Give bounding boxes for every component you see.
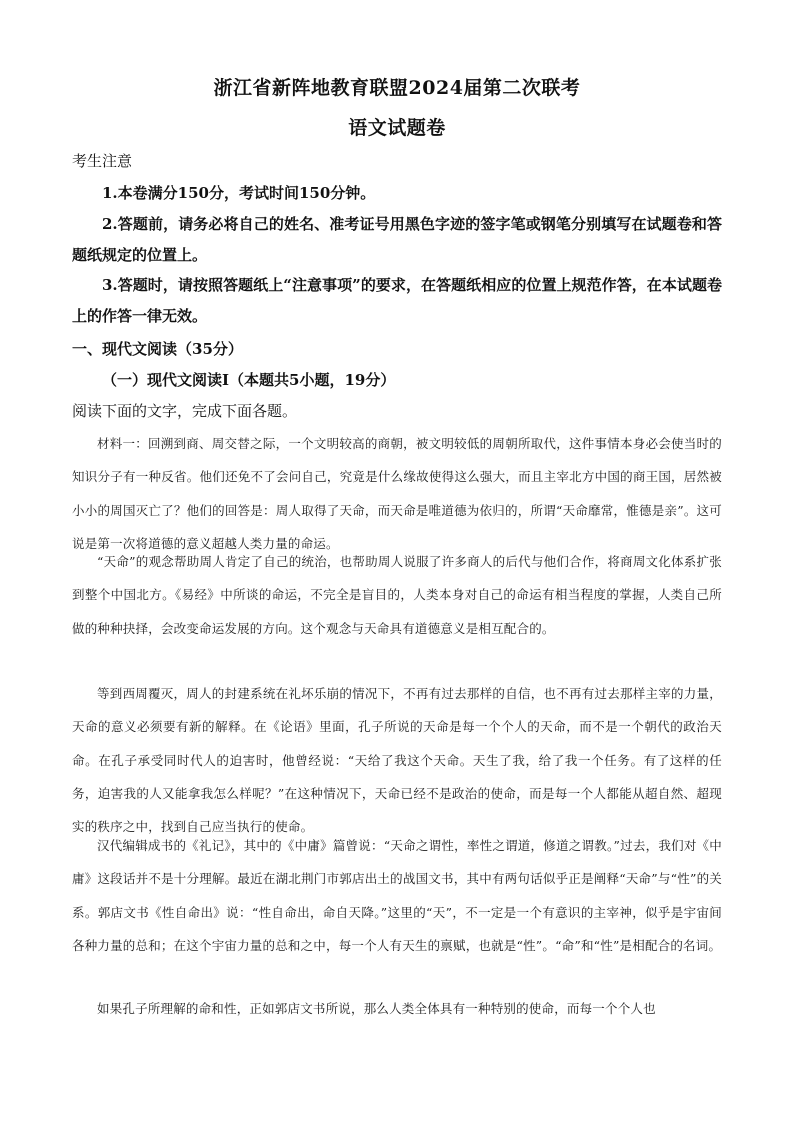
reading-instruction: 阅读下面的文字，完成下面各题。 [72, 402, 298, 420]
section-subheading: （一）现代文阅读Ⅰ（本题共5小题，19分） [102, 371, 396, 389]
exam-subtitle: 语文试题卷 [348, 117, 446, 139]
notice-item-3: 3.答题时，请按照答题纸上“注意事项”的要求，在答题纸相应的位置上规范作答，在本试题卷上的作答一律无效。 [72, 276, 722, 325]
passage-paragraph-3: 等到西周覆灭，周人的封建系统在礼坏乐崩的情况下，不再有过去那样的自信，也不再有过去那样主宰的力量，天命的意义必须要有新的解释。在《论语》里面，孔子所说的天命是每一个个人的天命，而不是一个朝代的政治天命。在孔子承受同时代人的迫害时，他曾经说：“天给了我这个天命。天生了我，给了我一个任务。有了这样的任务，迫害我的人又能拿我怎么样呢？”在这种情况下，天命已经不是政治的使命，而是每一个人都能从超自然、超现实的秩序之中，找到自己应当执行的使命。 [72, 686, 722, 835]
passage-paragraph-5: 如果孔子所理解的命和性，正如郭店文书所说，那么人类全体具有一种特别的使命，而每一个个人也 [97, 1001, 656, 1016]
notice-item-2: 2.答题前，请务必将自己的姓名、准考证号用黑色字迹的签字笔或钢笔分别填写在试题卷和答题纸规定的位置上。 [72, 215, 722, 264]
notice-item-1: 1.本卷满分150分，考试时间150分钟。 [102, 184, 376, 202]
passage-paragraph-1: 材料一：回溯到商、周交替之际，一个文明较高的商朝，被文明较低的周朝所取代，这件事情本身必会使当时的知识分子有一种反省。他们还免不了会问自己，究竟是什么缘故使得这么强大，而且主宰北方中国的商王国，居然被小小的周国灭亡了？他们的回答是：周人取得了天命，而天命是唯道德为依归的，所谓“天命靡常，惟德是亲”。这可说是第一次将道德的意义超越人类力量的命运。 [72, 436, 722, 551]
exam-title: 浙江省新阵地教育联盟2024届第二次联考 [213, 77, 581, 99]
passage-paragraph-4: 汉代编辑成书的《礼记》，其中的《中庸》篇曾说：“天命之谓性，率性之谓道，修道之谓教。”过去，我们对《中庸》这段话并不是十分理解。最近在湖北荆门市郭店出土的战国文书，其中有两句话似乎正是阐释“天命”与“性”的关系。郭店文书《性自命出》说：“性自命出，命自天降。”这里的“天”，不一定是一个有意识的主宰神，似乎是宇宙间各种力量的总和；在这个宇宙力量的总和之中，每一个人有天生的禀赋，也就是“性”。“命”和“性”是相配合的名词。 [72, 838, 722, 953]
section-heading: 一、现代文阅读（35分） [72, 340, 243, 358]
passage-paragraph-2: “天命”的观念帮助周人肯定了自己的统治，也帮助周人说服了许多商人的后代与他们合作，将商周文化体系扩张到整个中国北方。《易经》中所谈的命运，不完全是盲目的，人类本身对自己的命运有相当程度的掌握，人类自己所做的种种抉择，会改变命运发展的方向。这个观念与天命具有道德意义是相互配合的。 [72, 554, 722, 636]
notice-heading: 考生注意 [72, 152, 133, 170]
